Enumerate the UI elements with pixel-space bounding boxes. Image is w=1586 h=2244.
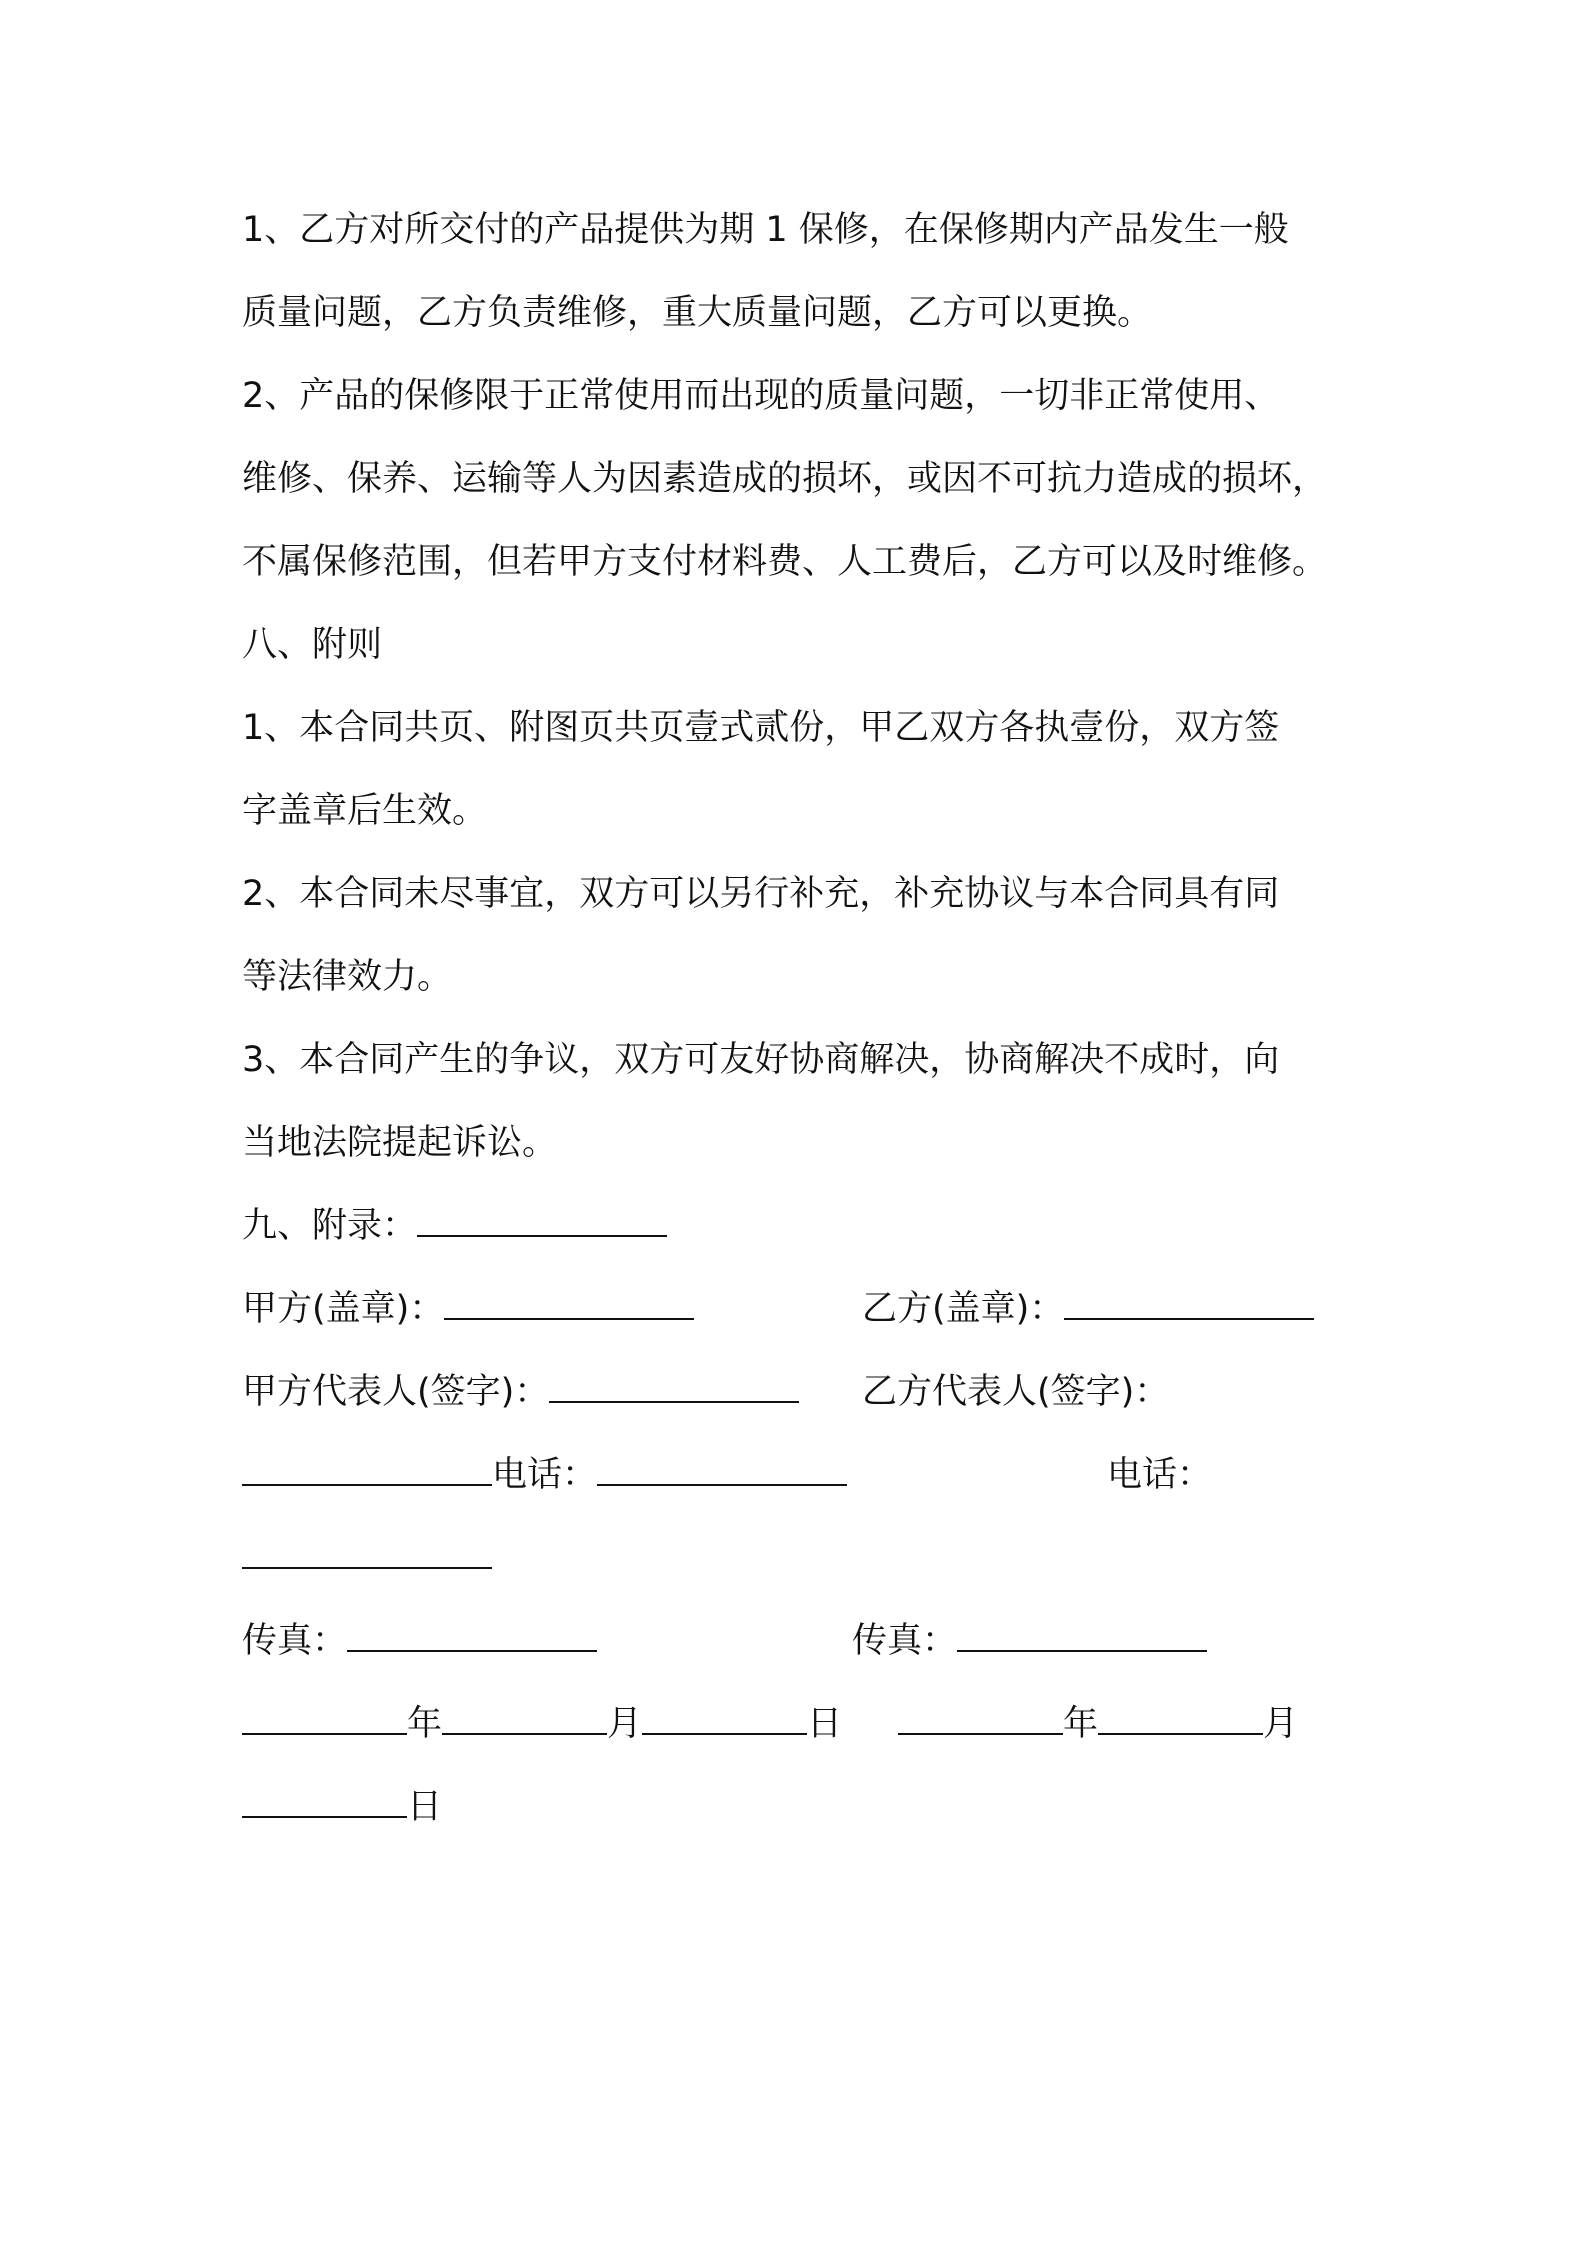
appendix-blank[interactable]: [417, 1205, 667, 1237]
date-b-month-blank[interactable]: [1098, 1703, 1263, 1735]
phone-b-row: [242, 1536, 492, 1580]
date-b-day-blank[interactable]: [242, 1786, 407, 1818]
party-b-seal-blank[interactable]: [1064, 1288, 1314, 1320]
party-b-rep-blank[interactable]: [242, 1454, 492, 1486]
fax-b-row: [852, 1619, 1207, 1663]
party-b-rep-row: [862, 1370, 1169, 1414]
warranty-item-2-line-1: 2、产品的保修限于正常使用而出现的质量问题，一切非正常使用、: [242, 376, 1280, 416]
date-b-month-label: 月: [1263, 1704, 1299, 1744]
warranty-item-2-line-3: 不属保修范围，但若甲方支付材料费、人工费后，乙方可以及时维修。: [242, 542, 1328, 582]
party-a-seal-blank[interactable]: [444, 1288, 694, 1320]
appendix-label: 九、附录：: [242, 1206, 418, 1246]
fax-a-label: 传真：: [242, 1621, 348, 1661]
party-a-rep-row: [242, 1370, 799, 1414]
rules-item-2-line-2: 等法律效力。: [242, 957, 453, 997]
fax-a-blank[interactable]: [347, 1620, 597, 1652]
warranty-item-2-line-2: 维修、保养、运输等人为因素造成的损坏，或因不可抗力造成的损坏，: [242, 459, 1328, 499]
warranty-item-1-line-1: 1、乙方对所交付的产品提供为期 1 保修，在保修期内产品发生一般: [242, 210, 1289, 250]
phone-b-label-wrap: [1107, 1453, 1212, 1497]
phone-a-blank[interactable]: [597, 1454, 847, 1486]
date-a-month-blank[interactable]: [442, 1703, 607, 1735]
date-b-day-label: 日: [407, 1787, 443, 1827]
rules-item-1-line-2: 字盖章后生效。: [242, 791, 488, 831]
phone-row-a: [242, 1453, 847, 1497]
rules-item-3-line-1: 3、本合同产生的争议，双方可友好协商解决，协商解决不成时，向: [242, 1040, 1280, 1080]
date-b-row: [898, 1702, 1298, 1746]
date-b-year-blank[interactable]: [898, 1703, 1063, 1735]
party-a-seal-row: [242, 1287, 694, 1331]
date-a-day-blank[interactable]: [642, 1703, 807, 1735]
party-b-rep-label: 乙方代表人(签字)：: [862, 1372, 1170, 1412]
party-b-seal-label: 乙方(盖章)：: [862, 1289, 1065, 1329]
date-a-month-label: 月: [607, 1704, 643, 1744]
date-b-year-label: 年: [1063, 1704, 1099, 1744]
phone-b-label: 电话：: [1107, 1455, 1213, 1495]
fax-b-label: 传真：: [852, 1621, 958, 1661]
date-a-year-blank[interactable]: [242, 1703, 407, 1735]
appendix-row: [242, 1204, 667, 1248]
party-a-rep-blank[interactable]: [549, 1371, 799, 1403]
date-b-day-row: [242, 1785, 442, 1829]
fax-a-row: [242, 1619, 597, 1663]
warranty-item-1-line-2: 质量问题，乙方负责维修，重大质量问题，乙方可以更换。: [242, 293, 1153, 333]
rules-item-3-line-2: 当地法院提起诉讼。: [242, 1123, 558, 1163]
party-a-rep-label: 甲方代表人(签字)：: [242, 1372, 550, 1412]
phone-b-blank[interactable]: [242, 1537, 492, 1569]
fax-b-blank[interactable]: [957, 1620, 1207, 1652]
party-b-seal-row: [862, 1287, 1314, 1331]
rules-item-1-line-1: 1、本合同共页、附图页共页壹式贰份，甲乙双方各执壹份，双方签: [242, 708, 1280, 748]
phone-a-label: 电话：: [492, 1455, 598, 1495]
rules-item-2-line-1: 2、本合同未尽事宜，双方可以另行补充，补充协议与本合同具有同: [242, 874, 1280, 914]
section-heading-appendix-rules: 八、附则: [242, 625, 383, 665]
date-a-year-label: 年: [407, 1704, 443, 1744]
date-a-day-label: 日: [807, 1704, 843, 1744]
party-a-seal-label: 甲方(盖章)：: [242, 1289, 445, 1329]
date-a-row: [242, 1702, 842, 1746]
